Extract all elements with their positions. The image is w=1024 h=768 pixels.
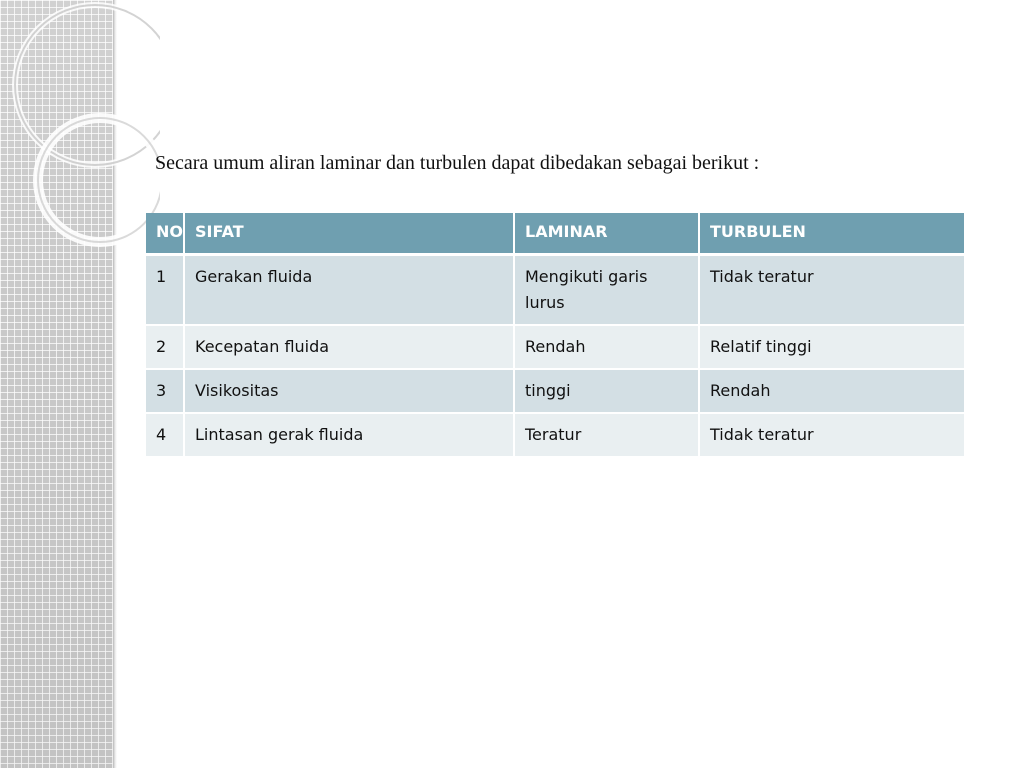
- decorative-circles-icon: [0, 0, 160, 260]
- cell-laminar: Rendah: [514, 325, 699, 369]
- cell-laminar: Mengikuti garis lurus: [514, 255, 699, 326]
- cell-no: 1: [146, 255, 184, 326]
- header-laminar: LAMINAR: [514, 213, 699, 255]
- cell-sifat: Visikositas: [184, 369, 514, 413]
- cell-no: 2: [146, 325, 184, 369]
- intro-text: Secara umum aliran laminar dan turbulen dapat dibedakan sebagai berikut :: [155, 152, 760, 174]
- cell-turbulen: Rendah: [699, 369, 964, 413]
- cell-turbulen: Tidak teratur: [699, 413, 964, 457]
- header-turbulen: TURBULEN: [699, 213, 964, 255]
- cell-no: 4: [146, 413, 184, 457]
- cell-turbulen: Relatif tinggi: [699, 325, 964, 369]
- cell-sifat: Gerakan fluida: [184, 255, 514, 326]
- header-sifat: SIFAT: [184, 213, 514, 255]
- table-row: [146, 413, 964, 457]
- table-row: [146, 325, 964, 369]
- table-row: [146, 369, 964, 413]
- cell-laminar: tinggi: [514, 369, 699, 413]
- cell-sifat: Kecepatan fluida: [184, 325, 514, 369]
- header-no: NO: [146, 213, 184, 255]
- cell-sifat: Lintasan gerak fluida: [184, 413, 514, 457]
- cell-turbulen: Tidak teratur: [699, 255, 964, 326]
- cell-laminar: Teratur: [514, 413, 699, 457]
- cell-no: 3: [146, 369, 184, 413]
- table-row: [146, 255, 964, 326]
- comparison-table: [146, 213, 964, 458]
- table-header-row: [146, 213, 964, 255]
